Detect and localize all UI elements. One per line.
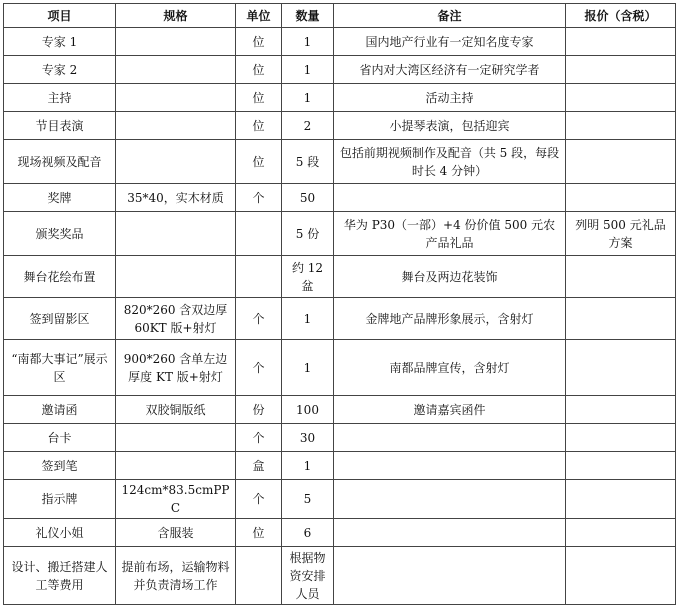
- cell-qty: 1: [282, 340, 334, 396]
- cell-item: 指示牌: [4, 480, 116, 519]
- cell-note: 小提琴表演，包括迎宾: [334, 112, 566, 140]
- cell-spec: 820*260 含双边厚 60KT 版+射灯: [116, 298, 236, 340]
- cell-price: [566, 184, 676, 212]
- cell-price: [566, 480, 676, 519]
- cell-qty: 100: [282, 396, 334, 424]
- cell-item: 邀请函: [4, 396, 116, 424]
- cell-note: 活动主持: [334, 84, 566, 112]
- cell-item: 颁奖奖品: [4, 212, 116, 256]
- cell-spec: [116, 424, 236, 452]
- table-row: [4, 28, 676, 56]
- cell-note: 南都品牌宣传，含射灯: [334, 340, 566, 396]
- table-row: [4, 452, 676, 480]
- cell-unit: 个: [236, 298, 282, 340]
- cell-spec: [116, 84, 236, 112]
- header-row: [4, 4, 676, 28]
- table-row: [4, 480, 676, 519]
- cell-spec: 双胶铜版纸: [116, 396, 236, 424]
- cell-item: 台卡: [4, 424, 116, 452]
- cell-price: [566, 112, 676, 140]
- header-note: 备注: [334, 4, 566, 28]
- cell-note: 国内地产行业有一定知名度专家: [334, 28, 566, 56]
- cell-qty: 1: [282, 298, 334, 340]
- header-price: 报价（含税）: [566, 4, 676, 28]
- cell-price: [566, 547, 676, 605]
- cell-unit: 个: [236, 184, 282, 212]
- table-row: [4, 256, 676, 298]
- cell-spec: 35*40，实木材质: [116, 184, 236, 212]
- cell-qty: 1: [282, 28, 334, 56]
- cell-item: 奖牌: [4, 184, 116, 212]
- cell-unit: 位: [236, 84, 282, 112]
- header-qty: 数量: [282, 4, 334, 28]
- cell-item: 礼仪小姐: [4, 519, 116, 547]
- cell-unit: 位: [236, 112, 282, 140]
- cell-item: 签到笔: [4, 452, 116, 480]
- table-row: [4, 112, 676, 140]
- cell-item: 舞台花绘布置: [4, 256, 116, 298]
- cell-price: 列明 500 元礼品方案: [566, 212, 676, 256]
- cell-note: 舞台及两边花装饰: [334, 256, 566, 298]
- table-row: [4, 298, 676, 340]
- table-row: [4, 340, 676, 396]
- cell-item: 设计、搬迁搭建人工等费用: [4, 547, 116, 605]
- table-row: [4, 184, 676, 212]
- cell-unit: [236, 256, 282, 298]
- table-row: [4, 56, 676, 84]
- table-row: [4, 396, 676, 424]
- cell-unit: 份: [236, 396, 282, 424]
- table-row: [4, 547, 676, 605]
- cell-spec: [116, 452, 236, 480]
- cell-spec: [116, 28, 236, 56]
- cell-unit: 个: [236, 340, 282, 396]
- cell-price: [566, 424, 676, 452]
- cell-spec: [116, 212, 236, 256]
- cell-spec: 124cm*83.5cmPPC: [116, 480, 236, 519]
- cell-qty: 5 段: [282, 140, 334, 184]
- table-row: [4, 140, 676, 184]
- table-row: [4, 212, 676, 256]
- cell-qty: 1: [282, 452, 334, 480]
- cell-item: 专家 2: [4, 56, 116, 84]
- cell-item: 专家 1: [4, 28, 116, 56]
- header-item: 项目: [4, 4, 116, 28]
- cell-price: [566, 28, 676, 56]
- cell-qty: 约 12 盆: [282, 256, 334, 298]
- table-row: [4, 84, 676, 112]
- cell-qty: 5 份: [282, 212, 334, 256]
- cell-spec: 提前布场，运输物料并负责清场工作: [116, 547, 236, 605]
- cell-item: 现场视频及配音: [4, 140, 116, 184]
- cell-spec: 含服装: [116, 519, 236, 547]
- cell-qty: 5: [282, 480, 334, 519]
- cell-unit: [236, 547, 282, 605]
- cell-note: 金牌地产品牌形象展示，含射灯: [334, 298, 566, 340]
- cell-note: [334, 452, 566, 480]
- cell-price: [566, 140, 676, 184]
- cell-unit: [236, 212, 282, 256]
- cell-unit: 个: [236, 480, 282, 519]
- cell-note: [334, 519, 566, 547]
- cell-item: “南都大事记”展示区: [4, 340, 116, 396]
- table-row: [4, 424, 676, 452]
- cell-item: 节目表演: [4, 112, 116, 140]
- cell-qty: 1: [282, 56, 334, 84]
- cell-spec: [116, 256, 236, 298]
- cell-note: 华为 P30（一部）+4 份价值 500 元农产品礼品: [334, 212, 566, 256]
- cell-spec: 900*260 含单左边厚度 KT 版+射灯: [116, 340, 236, 396]
- cell-price: [566, 256, 676, 298]
- cell-unit: 个: [236, 424, 282, 452]
- cell-price: [566, 452, 676, 480]
- cell-qty: 2: [282, 112, 334, 140]
- cell-price: [566, 396, 676, 424]
- quote-table: [3, 3, 676, 605]
- cell-spec: [116, 140, 236, 184]
- cell-spec: [116, 112, 236, 140]
- cell-unit: 位: [236, 56, 282, 84]
- cell-unit: 位: [236, 140, 282, 184]
- cell-price: [566, 84, 676, 112]
- header-unit: 单位: [236, 4, 282, 28]
- cell-note: [334, 424, 566, 452]
- cell-price: [566, 519, 676, 547]
- cell-note: [334, 480, 566, 519]
- cell-note: [334, 184, 566, 212]
- cell-qty: 根据物资安排人员: [282, 547, 334, 605]
- cell-note: 包括前期视频制作及配音（共 5 段，每段时长 4 分钟）: [334, 140, 566, 184]
- header-spec: 规格: [116, 4, 236, 28]
- cell-note: 邀请嘉宾函件: [334, 396, 566, 424]
- cell-item: 签到留影区: [4, 298, 116, 340]
- cell-qty: 50: [282, 184, 334, 212]
- cell-item: 主持: [4, 84, 116, 112]
- cell-qty: 30: [282, 424, 334, 452]
- cell-spec: [116, 56, 236, 84]
- cell-unit: 位: [236, 28, 282, 56]
- cell-qty: 6: [282, 519, 334, 547]
- table-row: [4, 519, 676, 547]
- cell-qty: 1: [282, 84, 334, 112]
- cell-note: 省内对大湾区经济有一定研究学者: [334, 56, 566, 84]
- cell-price: [566, 340, 676, 396]
- cell-note: [334, 547, 566, 605]
- cell-unit: 位: [236, 519, 282, 547]
- cell-price: [566, 56, 676, 84]
- cell-unit: 盒: [236, 452, 282, 480]
- cell-price: [566, 298, 676, 340]
